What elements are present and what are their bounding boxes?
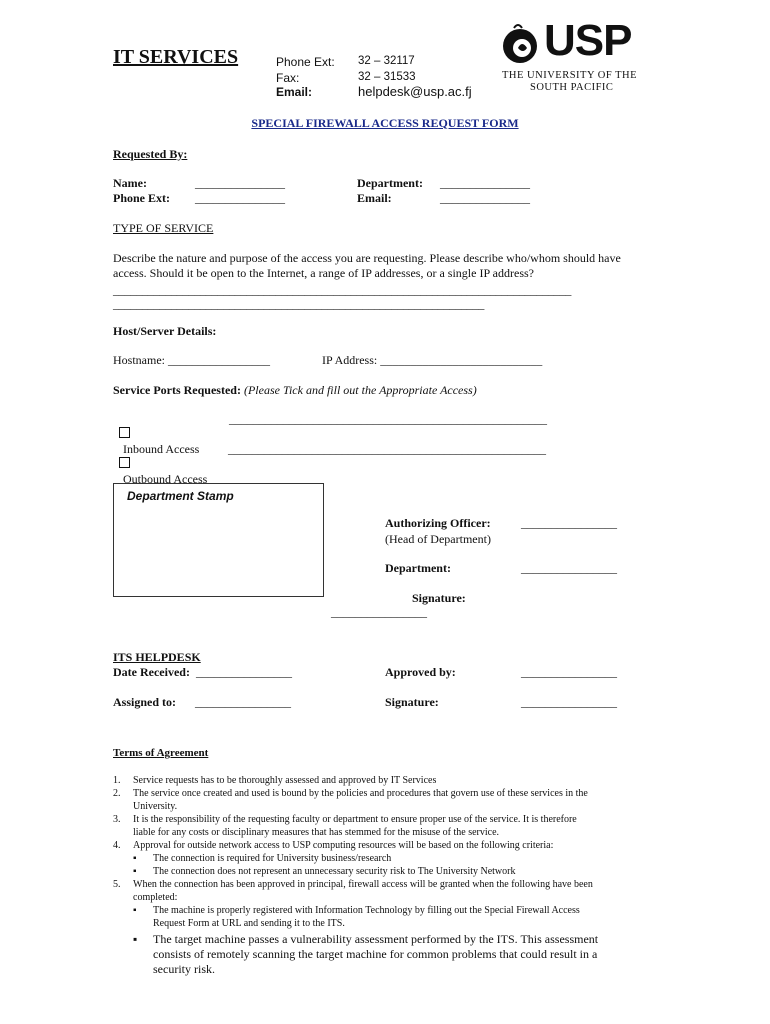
- terms-item-3-cont: liable for any costs or disciplinary measures that has stemmed for the misuse of the service.: [133, 827, 500, 838]
- terms-heading: Terms of Agreement: [113, 747, 209, 759]
- host-details-heading: Host/Server Details:: [113, 324, 217, 338]
- phone-ext-field-label: Phone Ext:: [113, 191, 170, 205]
- email-field[interactable]: _______________: [440, 191, 530, 205]
- service-ports-heading: Service Ports Requested:: [113, 383, 241, 397]
- auth-department-field[interactable]: ________________: [521, 561, 617, 575]
- inbound-access-field[interactable]: _____________________________________________________: [229, 412, 547, 426]
- assigned-to-field[interactable]: ________________: [195, 695, 291, 709]
- phone-ext-field[interactable]: _______________: [195, 191, 285, 205]
- department-field[interactable]: _______________: [440, 176, 530, 190]
- type-of-service-description: [113, 251, 673, 281]
- terms-sub-2-cont-2: security risk.: [153, 962, 215, 976]
- terms-sub-1-cont: Request Form at URL and sending it to the ITS.: [153, 918, 345, 929]
- phone-ext-value: 32 – 32117: [358, 55, 415, 67]
- logo-subtitle-2: SOUTH PACIFIC: [530, 82, 614, 93]
- auth-department-label: Department:: [385, 561, 451, 575]
- terms-item-4: 4. Approval for outside network access to USP computing resources will be based on the following criteria:: [113, 840, 554, 851]
- assigned-to-label: Assigned to:: [113, 695, 177, 709]
- hostname-field[interactable]: Hostname: _________________: [113, 353, 270, 367]
- page-title: IT SERVICES: [113, 46, 239, 68]
- service-ports-note: (Please Tick and fill out the Appropriate Access): [243, 383, 477, 397]
- type-of-service-heading: TYPE OF SERVICE: [113, 221, 214, 235]
- department-label: Department:: [357, 176, 423, 190]
- fax-value: 32 – 31533: [358, 71, 416, 83]
- service-description-field-2[interactable]: ________________________________________________________________: [113, 297, 485, 311]
- authorizing-officer-sub: (Head of Department): [385, 532, 491, 546]
- email-value: helpdesk@usp.ac.fj: [358, 84, 472, 99]
- auth-signature-field[interactable]: ________________: [331, 605, 427, 619]
- terms-item-5: 5. When the connection has been approved in principal, firewall access will be granted when the following have been: [113, 879, 593, 890]
- terms-item-2: 2. The service once created and used is bound by the policies and procedures that govern use of these services in the: [113, 788, 588, 799]
- phone-ext-label: Phone Ext:: [276, 55, 335, 69]
- approved-by-field[interactable]: ________________: [521, 665, 617, 679]
- criteria-2: ▪ The connection does not represent an unnecessary security risk to The University Network: [133, 866, 516, 877]
- inbound-access-checkbox[interactable]: [119, 427, 130, 438]
- description-line-2: access. Should it be open to the Internet, a range of IP addresses, or a single IP address?: [113, 266, 534, 280]
- description-line-1: Describe the nature and purpose of the access you are requesting. Please describe who/whom should have: [113, 251, 621, 265]
- outbound-access-label: Outbound Access: [123, 472, 208, 486]
- terms-item-1: 1. Service requests has to be thoroughly assessed and approved by IT Services: [113, 775, 437, 786]
- date-received-label: Date Received:: [113, 665, 190, 679]
- usp-logo: [500, 16, 662, 98]
- terms-sub-2: ▪ The target machine passes a vulnerability assessment performed by the ITS. This assessment: [133, 932, 599, 946]
- authorizing-officer-field[interactable]: ________________: [521, 516, 617, 530]
- helpdesk-signature-label: Signature:: [385, 695, 439, 709]
- its-helpdesk-heading: ITS HELPDESK: [113, 650, 201, 664]
- terms-sub-1: ▪ The machine is properly registered with Information Technology by filling out the Special Firewall Access: [133, 905, 580, 916]
- service-description-field-1[interactable]: _______________________________________________________________________________: [113, 283, 572, 297]
- criteria-1: ▪ The connection is required for University business/research: [133, 853, 392, 864]
- logo-subtitle-1: THE UNIVERSITY OF THE: [502, 70, 638, 81]
- inbound-access-label: Inbound Access: [123, 442, 200, 456]
- logo-text: USP: [544, 16, 632, 65]
- outbound-access-row: [113, 442, 207, 487]
- department-stamp-label: Department Stamp: [127, 489, 234, 503]
- approved-by-label: Approved by:: [385, 665, 456, 679]
- outbound-access-checkbox[interactable]: [119, 457, 130, 468]
- name-field[interactable]: _______________: [195, 176, 285, 190]
- terms-item-5-cont: completed:: [133, 892, 178, 903]
- terms-list: [113, 774, 673, 977]
- authorizing-officer-label: Authorizing Officer:: [385, 516, 491, 530]
- email-label: Email:: [276, 85, 313, 99]
- name-label: Name:: [113, 176, 147, 190]
- ip-address-field[interactable]: IP Address: ___________________________: [322, 353, 543, 367]
- helpdesk-signature-field[interactable]: ________________: [521, 695, 617, 709]
- terms-item-3: 3. It is the responsibility of the requesting faculty or department to ensure proper use of the service. It is therefore: [113, 814, 577, 825]
- terms-item-2-cont: University.: [133, 801, 178, 812]
- auth-signature-label: Signature:: [412, 591, 466, 605]
- fax-label: Fax:: [276, 71, 300, 85]
- date-received-field[interactable]: ________________: [196, 665, 292, 679]
- email-field-label: Email:: [357, 191, 392, 205]
- form-title: SPECIAL FIREWALL ACCESS REQUEST FORM: [251, 116, 519, 130]
- outbound-access-field[interactable]: _____________________________________________________: [228, 442, 546, 456]
- terms-sub-2-cont-1: consists of remotely scanning the target machine for common problems that could result in a: [153, 947, 598, 961]
- requested-by-heading: Requested By:: [113, 147, 188, 161]
